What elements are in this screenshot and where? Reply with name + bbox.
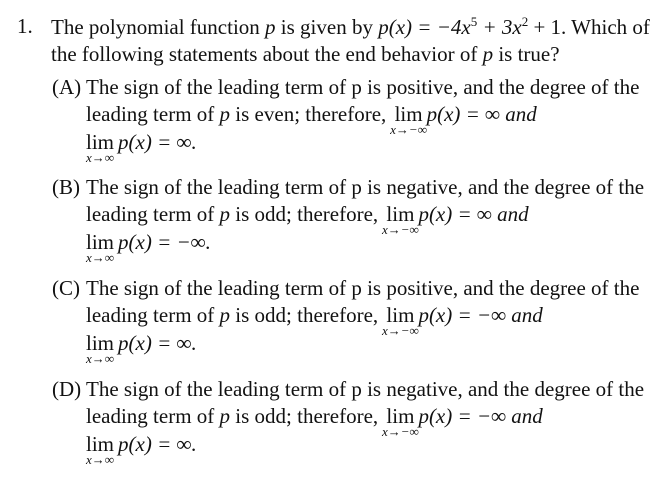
question-number: 1. — [17, 14, 33, 38]
choice-line-1: The sign of the leading term of p is negative, and the degree of the — [86, 377, 645, 401]
limit-pos-infinity: lim x→∞ — [85, 432, 115, 467]
choice-line-1: The sign of the leading term of p is positive, and the degree of the — [86, 276, 640, 300]
limit-neg-infinity: lim x→−∞ — [382, 404, 419, 439]
stem-line-1: The polynomial function p is given by $p(x) = -4x^5 + 3x^2 + 1$. Which of — [51, 14, 650, 39]
choice-line-3: lim x→∞ p(x) = −∞. — [85, 230, 211, 265]
limit-neg-infinity: lim x→−∞ — [382, 202, 419, 237]
choice-body — [85, 376, 648, 467]
choice-line-3: lim x→∞ p(x) = ∞. — [85, 432, 197, 467]
choice-line-1: The sign of the leading term of p is negative, and the degree of the — [86, 175, 645, 199]
choice-line-2: leading term of p is odd; therefore, lim x→−∞ p(x) = −∞ and — [86, 404, 543, 439]
choice-line-3: lim x→∞ p(x) = ∞. — [85, 331, 197, 366]
choice-letter: (C) — [52, 276, 80, 300]
choice-letter: (A) — [52, 75, 82, 99]
choice-body — [85, 174, 648, 265]
limit-neg-infinity: lim x→−∞ — [390, 102, 427, 137]
choice-body — [85, 275, 648, 366]
limit-neg-infinity: lim x→−∞ — [382, 303, 419, 338]
stem-function: p(x) = −4x — [378, 15, 471, 39]
choice-letter: (D) — [52, 377, 82, 401]
choice-line-1: The sign of the leading term of p is positive, and the degree of the — [86, 75, 640, 99]
question-stem — [51, 14, 650, 68]
limit-pos-infinity: lim x→∞ — [85, 331, 115, 366]
choice-letter: (B) — [52, 175, 80, 199]
choice-line-3: lim x→∞ p(x) = ∞. — [85, 130, 197, 165]
choice-line-2: leading term of p is odd; therefore, lim x→−∞ p(x) = ∞ and — [86, 202, 529, 237]
limit-pos-infinity: lim x→∞ — [85, 130, 115, 165]
choice-line-2: leading term of p is even; therefore, lim x→−∞ p(x) = ∞ and — [86, 102, 537, 137]
choice-body — [85, 74, 648, 165]
choice-line-2: leading term of p is odd; therefore, lim x→−∞ p(x) = −∞ and — [86, 303, 543, 338]
limit-pos-infinity: lim x→∞ — [85, 230, 115, 265]
stem-line-2: the following statements about the end behavior of p is true? — [51, 42, 560, 66]
